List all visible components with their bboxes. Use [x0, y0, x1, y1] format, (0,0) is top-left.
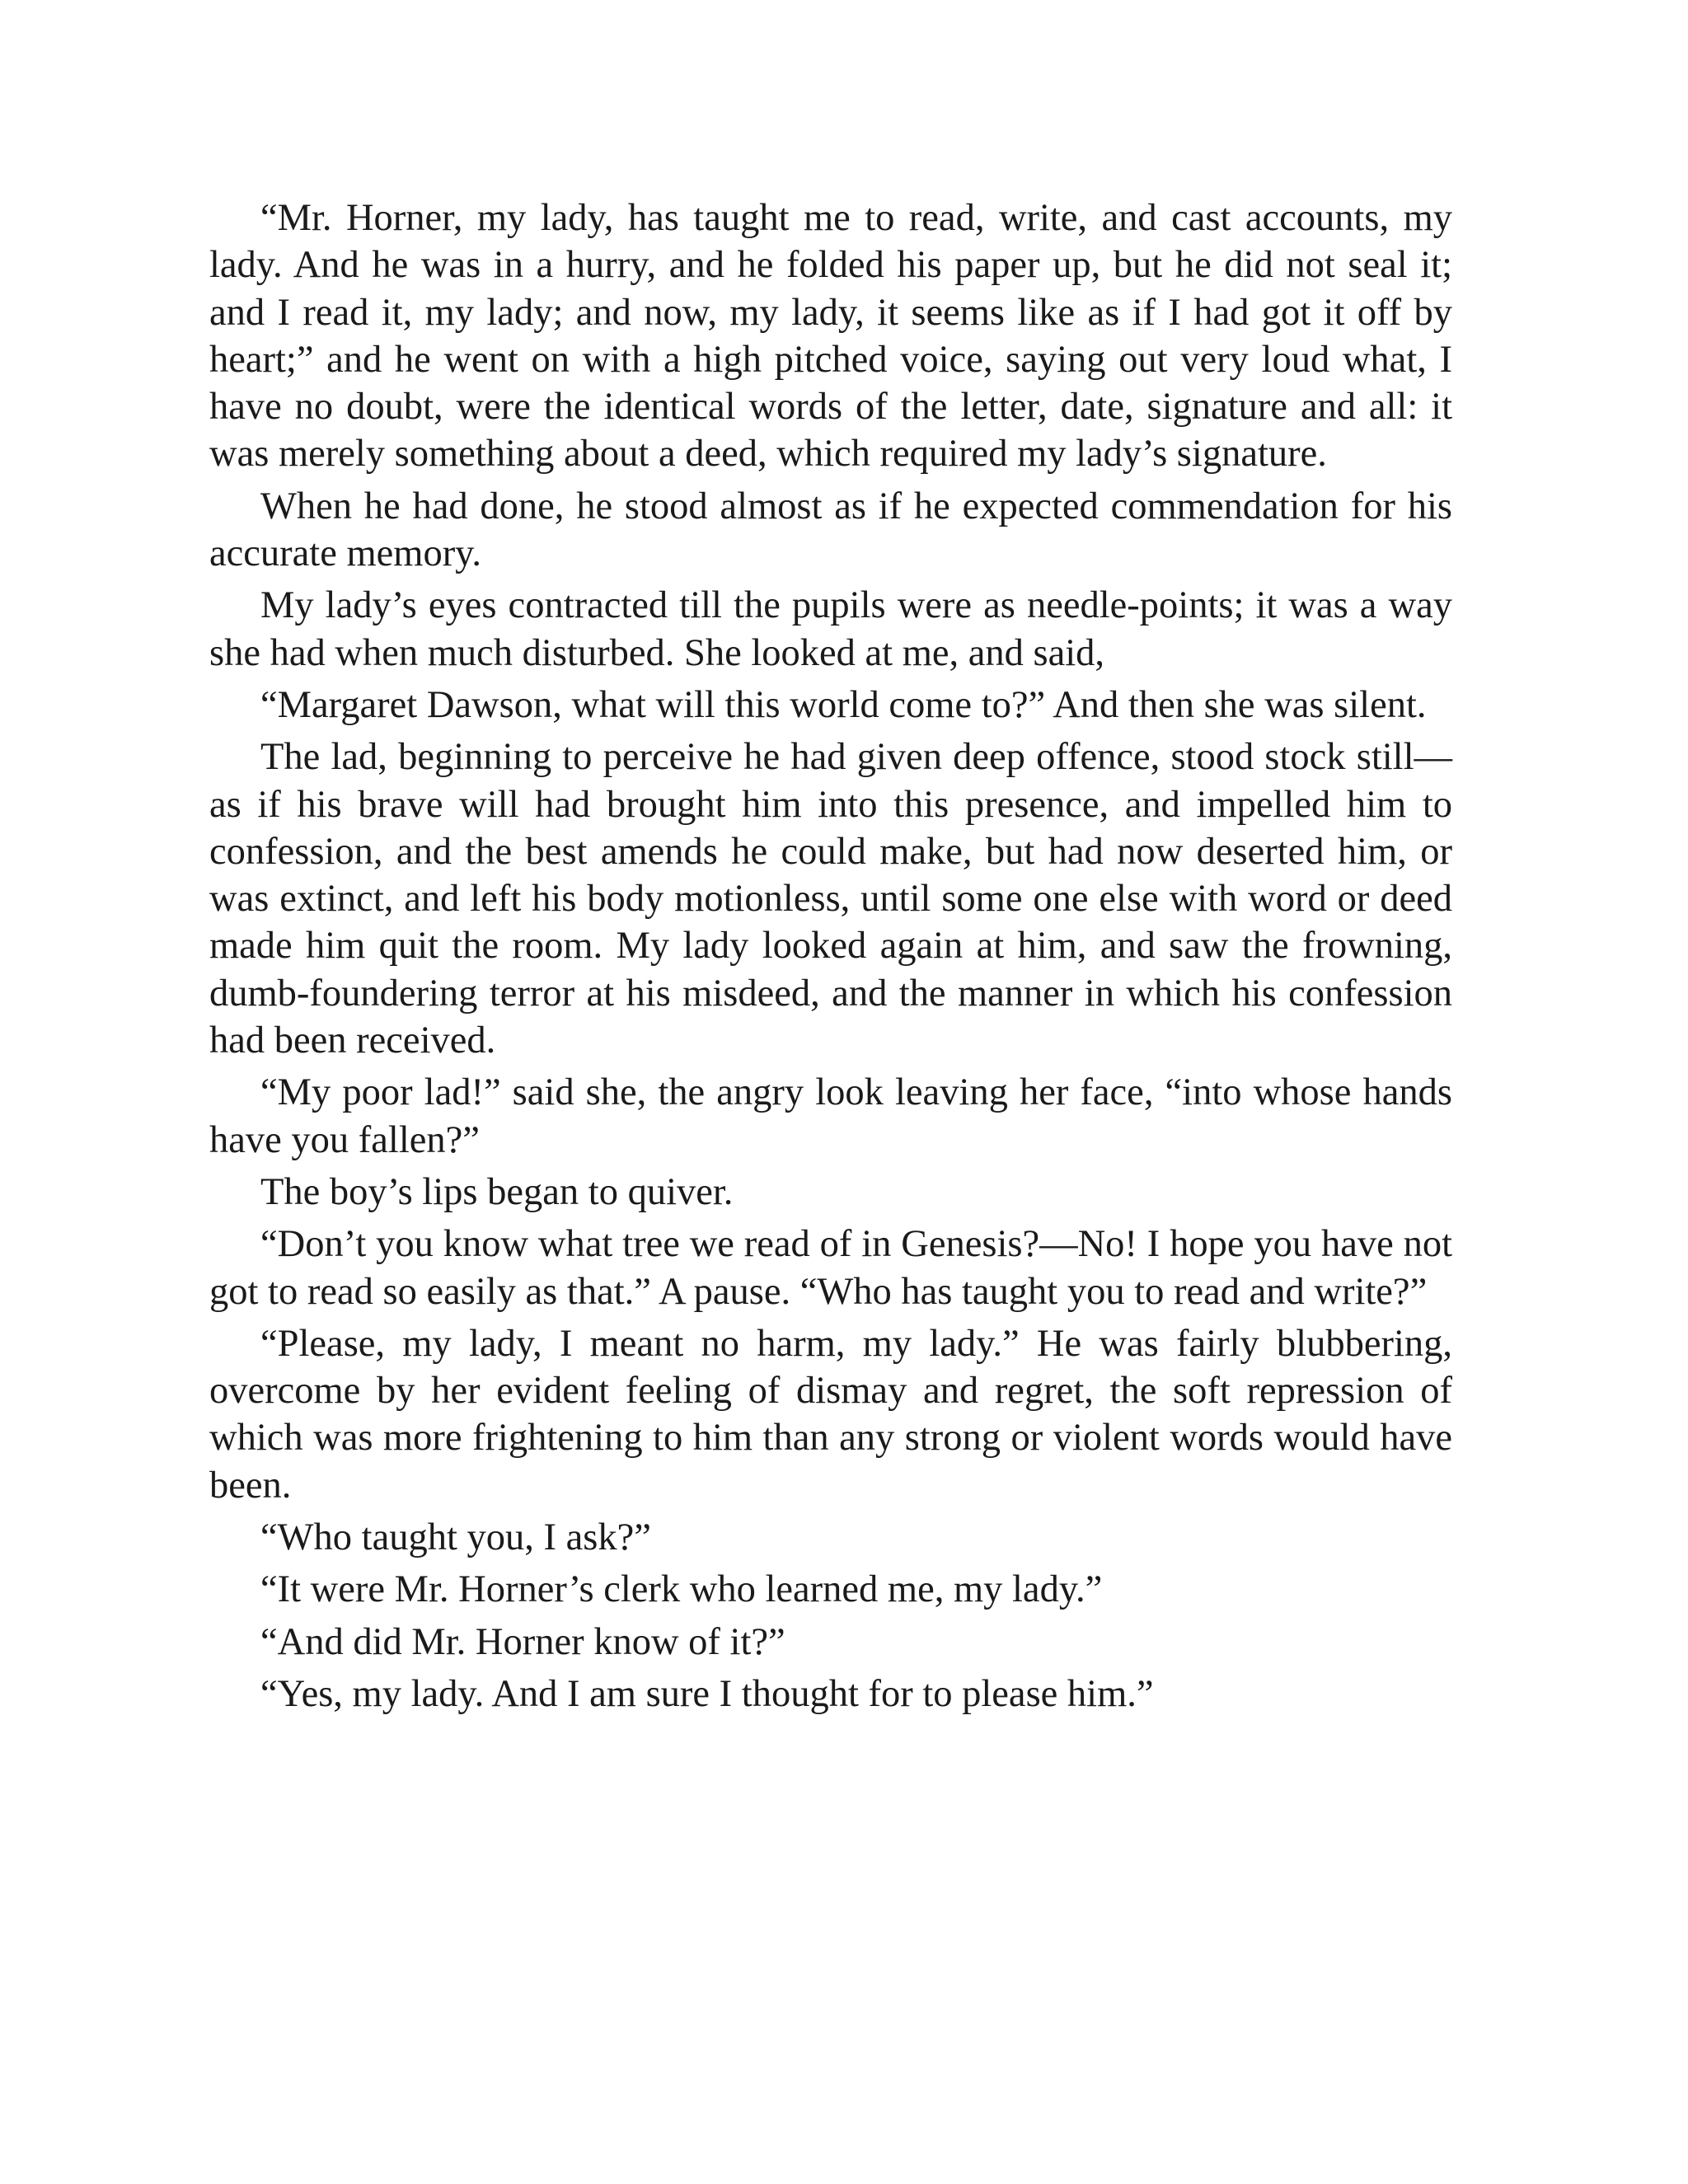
page-body: [209, 194, 1452, 1722]
paragraph: “It were Mr. Horner’s clerk who learned me, my lady.”: [260, 1568, 1103, 1611]
paragraph: “Margaret Dawson, what will this world come to?” And then she was silent.: [260, 683, 1427, 726]
paragraph: “Yes, my lady. And I am sure I thought for to please him.”: [260, 1672, 1154, 1715]
paragraph: When he had done, he stood almost as if he expected commendation for his accurate memory.: [209, 485, 1452, 575]
paragraph: “Please, my lady, I meant no harm, my lady.” He was fairly blubbering, overcome by her evident feeling of dismay and regret, the soft repression of which was more frightening to him than any strong or violent words would have been.: [209, 1322, 1452, 1507]
paragraph: “My poor lad!” said she, the angry look leaving her face, “into whose hands have you fallen?”: [209, 1071, 1452, 1161]
paragraph: “Mr. Horner, my lady, has taught me to read, write, and cast accounts, my lady. And he was in a hurry, and he folded his paper up, but he did not seal it; and I read it, my lady; and now, my lady, it seems like as if I had got it off by heart;” and he went on with a high pitched voice, saying out very loud what, I have no doubt, were the identical words of the letter, date, signature and all: it was merely something about a deed, which required my lady’s signature.: [209, 197, 1452, 476]
paragraph: “Who taught you, I ask?”: [260, 1516, 651, 1559]
paragraph: The lad, beginning to perceive he had given deep offence, stood stock still—as if his brave will had brought him into this presence, and impelled him to confession, and the best amends he could make, but had now deserted him, or was extinct, and left his body motionless, until some one else with word or deed made him quit the room. My lady looked again at him, and saw the frowning, dumb-foundering terror at his misdeed, and the manner in which his confession had been received.: [209, 736, 1452, 1062]
paragraph: The boy’s lips began to quiver.: [260, 1170, 734, 1213]
paragraph: “And did Mr. Horner know of it?”: [260, 1620, 785, 1663]
paragraph: My lady’s eyes contracted till the pupils were as needle-points; it was a way she had when much disturbed. She looked at me, and said,: [209, 584, 1452, 674]
paragraph: “Don’t you know what tree we read of in Genesis?—No! I hope you have not got to read so easily as that.” A pause. “Who has taught you to read and write?”: [209, 1223, 1452, 1313]
